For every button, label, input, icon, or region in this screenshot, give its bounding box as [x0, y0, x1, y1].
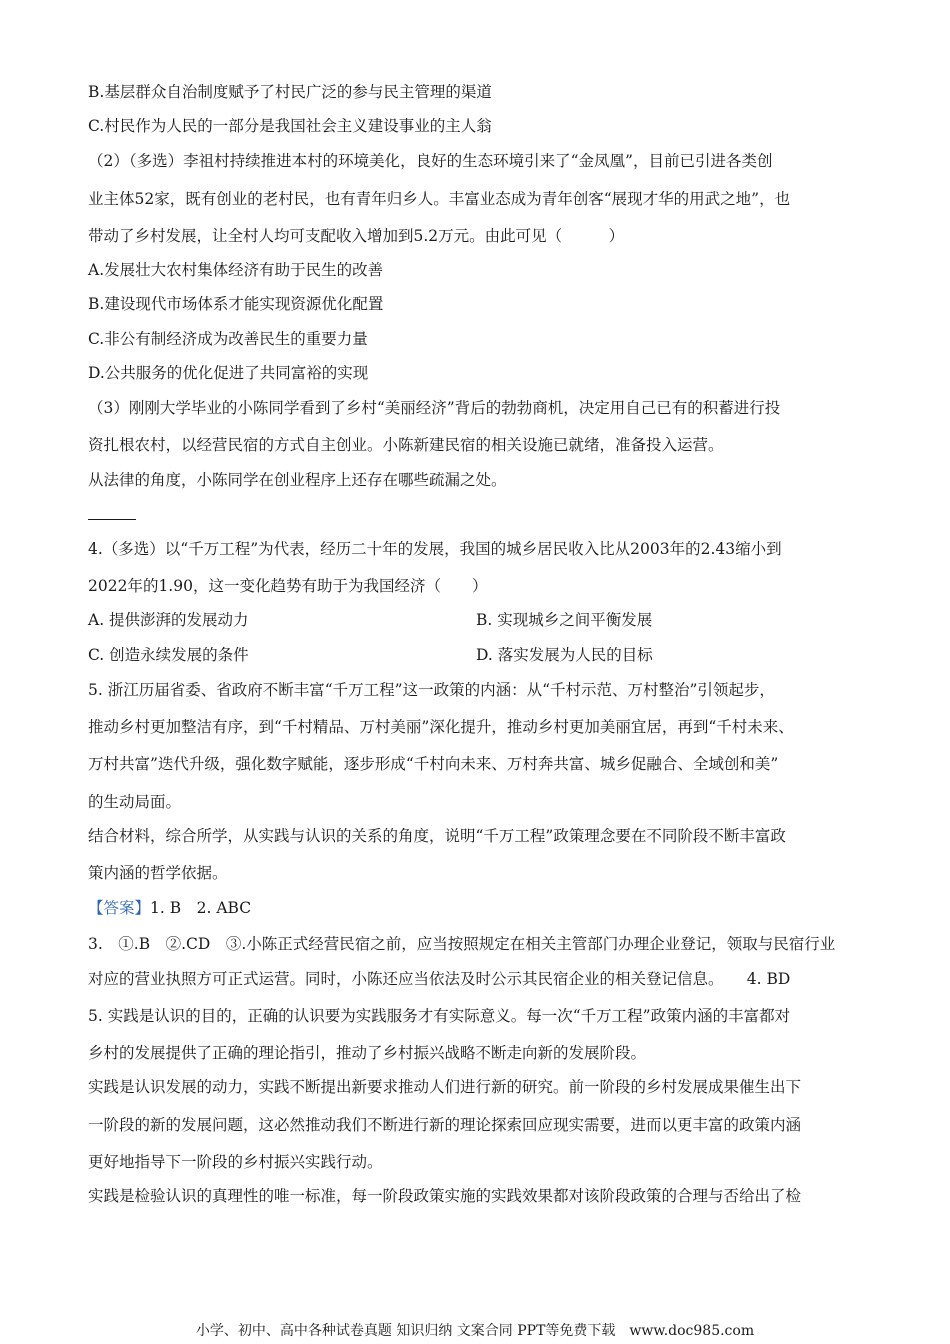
- answers-line-9: 实践是检验认识的真理性的唯一标准，每一阶段政策实施的实践效果都对该阶段政策的合理与否给出了检: [88, 1187, 802, 1205]
- q4-option-row-2: [88, 645, 653, 665]
- q2-stem-line-3: 带动了乡村发展，让全村人均可支配收入增加到5.2万元。由此可见（ ）: [88, 227, 625, 245]
- page-footer: 小学、初中、高中各种试卷真题 知识归纳 文案合同 PPT等免费下载 www.doc985.com: [195, 1323, 755, 1339]
- q2-option-c: C.非公有制经济成为改善民生的重要力量: [88, 330, 368, 348]
- q5-stem-line-1: 5. 浙江历届省委、省政府不断丰富“千万工程”这一政策的内涵：从“千村示范、万村整治”引领起步，: [88, 681, 775, 699]
- answers-line-8: 更好地指导下一阶段的乡村振兴实践行动。: [88, 1153, 383, 1171]
- q5-stem-line-3: 万村共富”迭代升级，强化数字赋能，逐步形成“千村向未来、万村奔共富、城乡促融合、全域创和美”: [88, 755, 779, 773]
- q5-stem-line-4: 的生动局面。: [88, 793, 182, 811]
- q3-stem-line-3: 从法律的角度，小陈同学在创业程序上还存在哪些疏漏之处。: [88, 471, 507, 489]
- answer-blank-line: [88, 519, 136, 520]
- q4-option-a: A. 提供澎湃的发展动力: [88, 611, 249, 629]
- q4-stem-line-1: 4.（多选）以“千万工程”为代表，经历二十年的发展，我国的城乡居民收入比从2003年的2.43缩小到: [88, 540, 782, 558]
- answers-line-7: 一阶段的新的发展问题，这必然推动我们不断进行新的理论探索回应现实需要，进而以更丰富的政策内涵: [88, 1116, 802, 1134]
- q2-stem-line-1: （2）（多选）李祖村持续推进本村的环境美化，良好的生态环境引来了“金凤凰”，目前已引进各类创: [88, 152, 773, 170]
- q4-stem-line-2: 2022年的1.90，这一变化趋势有助于为我国经济（ ）: [88, 577, 488, 595]
- q4-option-d: D. 落实发展为人民的目标: [476, 646, 653, 664]
- answers-line-6: 实践是认识发展的动力，实践不断提出新要求推动人们进行新的研究。前一阶段的乡村发展成果催生出下: [88, 1078, 802, 1096]
- q2-option-a: A.发展壮大农村集体经济有助于民生的改善: [88, 261, 384, 279]
- answers-q1-q2: 1. B 2. ABC: [150, 899, 252, 917]
- answers-line-1: [88, 898, 251, 918]
- q4-option-row-1: [88, 610, 653, 630]
- answers-line-2: 3. ①.B ②.CD ③.小陈正式经营民宿之前，应当按照规定在相关主管部门办理企业登记，领取与民宿行业: [88, 935, 836, 953]
- q2-option-d: D.公共服务的优化促进了共同富裕的实现: [88, 364, 369, 382]
- q1-option-b: B.基层群众自治制度赋予了村民广泛的参与民主管理的渠道: [88, 83, 492, 101]
- q5-stem-line-6: 策内涵的哲学依据。: [88, 864, 228, 882]
- q5-stem-line-2: 推动乡村更加整洁有序，到“千村精品、万村美丽”深化提升，推动乡村更加美丽宜居，再到“千村未来、: [88, 718, 794, 736]
- answer-tag: 【答案】: [88, 899, 151, 917]
- q3-stem-line-2: 资扎根农村，以经营民宿的方式自主创业。小陈新建民宿的相关设施已就绪，准备投入运营。: [88, 436, 724, 454]
- q4-option-c: C. 创造永续发展的条件: [88, 646, 249, 664]
- q5-stem-line-5: 结合材料，综合所学，从实践与认识的关系的角度，说明“千万工程”政策理念要在不同阶段不断丰富政: [88, 827, 786, 845]
- answers-line-5: 乡村的发展提供了正确的理论指引，推动了乡村振兴战略不断走向新的发展阶段。: [88, 1044, 647, 1062]
- q4-option-b: B. 实现城乡之间平衡发展: [476, 611, 653, 629]
- answers-line-3: 对应的营业执照方可正式运营。同时，小陈还应当依法及时公示其民宿企业的相关登记信息。 4. BD: [88, 970, 791, 988]
- q2-option-b: B.建设现代市场体系才能实现资源优化配置: [88, 295, 384, 313]
- q3-stem-line-1: （3）刚刚大学毕业的小陈同学看到了乡村“美丽经济”背后的勃勃商机，决定用自己已有的积蓄进行投: [88, 399, 781, 417]
- q1-option-c: C.村民作为人民的一部分是我国社会主义建设事业的主人翁: [88, 117, 492, 135]
- answers-line-4: 5. 实践是认识的目的，正确的认识要为实践服务才有实际意义。每一次“千万工程”政策内涵的丰富都对: [88, 1007, 791, 1025]
- q2-stem-line-2: 业主体52家，既有创业的老村民，也有青年归乡人。丰富业态成为青年创客“展现才华的用武之地”，也: [88, 190, 791, 208]
